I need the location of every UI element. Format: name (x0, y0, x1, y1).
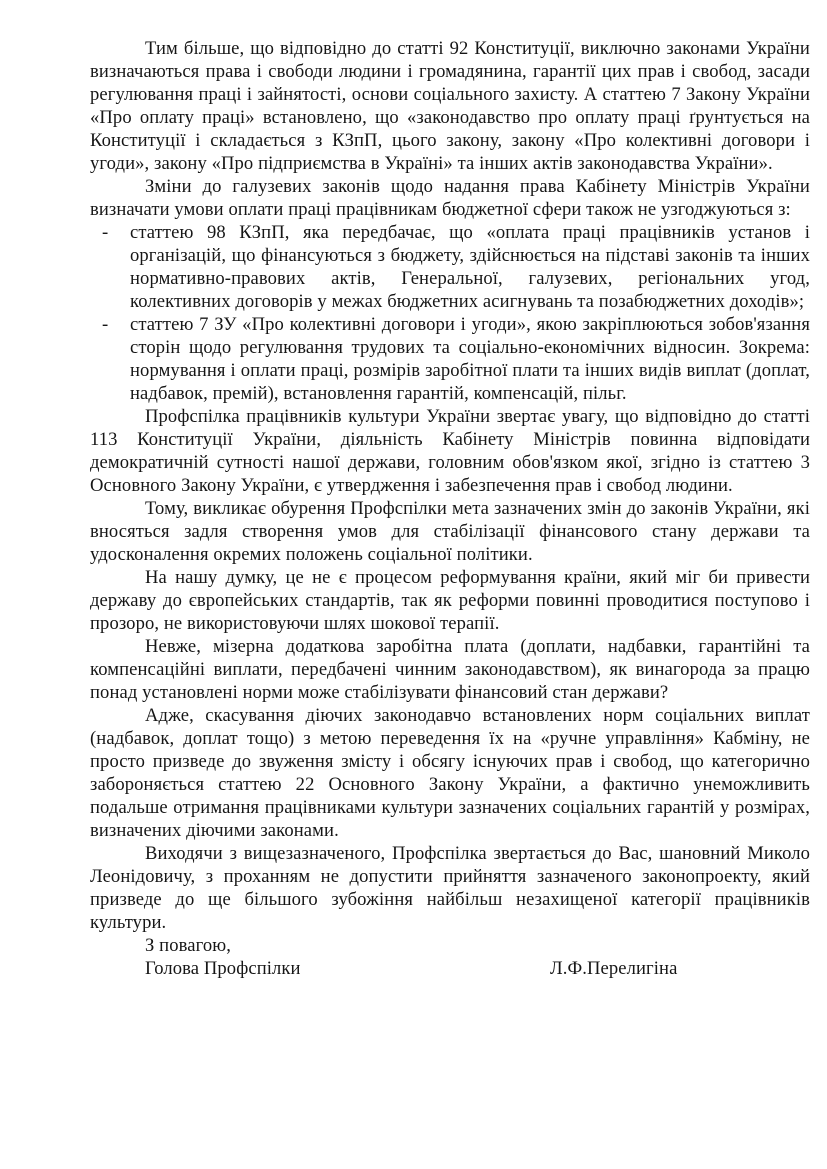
paragraph-indignation: Тому, викликає обурення Профспілки мета зазначених змін до законів України, які вносяться задля створення умов для стабілізації фінансового стану держави та удосконалення окремих положень соціальної політики. (90, 498, 810, 565)
list-item-text: статтею 7 ЗУ «Про колективні договори і угоди», якою закріплюються зобов'язання сторін щодо регулювання трудових та соціально-економічних відносин. Зокрема: нормування і оплати праці, розмірів заробітної плати та інших видів виплат (доплат, надбавок, премій), встановлення гарантій, компенсацій, пільг. (130, 314, 810, 404)
paragraph-consequences: Адже, скасування діючих законодавчо встановлених норм соціальних виплат (надбавок, доплат тощо) з метою переведення їх на «ручне управління» Кабміну, не просто призведе до звуження змісту і обсягу існуючих прав і свобод, що категорично забороняється статтею 22 Основного Закону України, а фактично унеможливить подальше отримання працівниками культури зазначених соціальних гарантій у розмірах, визначених діючими законами. (90, 705, 810, 841)
list-dash-marker: - (102, 314, 109, 335)
paragraph-rhetorical-question: Невже, мізерна додаткова заробітна плата (доплати, надбавки, гарантійні та компенсаційні виплати, передбачені чинним законодавством), як винагорода за працю понад установлені норми може стабілізувати фінансовий стан держави? (90, 636, 810, 703)
paragraph-our-opinion: На нашу думку, це не є процесом реформування країни, який міг би привести державу до європейських стандартів, так як реформи повинні проводитися поступово і прозоро, не використовуючи шлях шокової терапії. (90, 567, 810, 634)
paragraph-constitution-92: Тим більше, що відповідно до статті 92 Конституції, виключно законами України визначаються права і свободи людини і громадянина, гарантії цих прав і свобод, засади регулювання праці і зайнятості, основи соціального захисту. А статтею 7 Закону України «Про оплату праці» встановлено, що «законодавство про оплату праці ґрунтується на Конституції і складається з КЗпП, цього закону, закону «Про колективні договори і угоди», закону «Про підприємства в Україні» та інших актів законодавства України». (90, 38, 810, 174)
list-item-zu-7 (90, 313, 810, 405)
signature-row (90, 957, 810, 980)
valediction: З повагою, (145, 935, 231, 956)
signature-name: Л.Ф.Перелигіна (550, 958, 678, 979)
paragraph-union-attention: Профспілка працівників культури України звертає увагу, що відповідно до статті 113 Конституції України, діяльність Кабінету Міністрів повинна відповідати демократичній сутності нашої держави, головним обов'язком якої, згідно із статтею 3 Основного Закону України, є утвердження і забезпечення прав і свобод людини. (90, 406, 810, 496)
paragraph-appeal: Виходячи з вищезазначеного, Профспілка звертається до Вас, шановний Миколо Леонідовичу, з проханням не допустити прийняття зазначеного законопроекту, який призведе до ще більшого зубожіння найбільш незахищеної категорії працівників культури. (90, 843, 810, 933)
signature-role: Голова Профспілки (145, 958, 301, 979)
list-item-text: статтею 98 КЗпП, яка передбачає, що «оплата праці працівників установ і організацій, що фінансуються з бюджету, здійснюється на підставі законів та інших нормативно-правових актів, Генеральної, галузевих, регіональних угод, колективних договорів у межах бюджетних асигнувань та позабюджетних доходів»; (130, 222, 810, 312)
letter-body (90, 37, 810, 980)
paragraph-sectoral-laws: Зміни до галузевих законів щодо надання права Кабінету Міністрів України визначати умови оплати праці працівникам бюджетної сфери також не узгоджуються з: (90, 176, 810, 220)
list-dash-marker: - (102, 222, 109, 243)
list-item-kzpp-98 (90, 221, 810, 313)
legal-references-list (90, 221, 810, 405)
